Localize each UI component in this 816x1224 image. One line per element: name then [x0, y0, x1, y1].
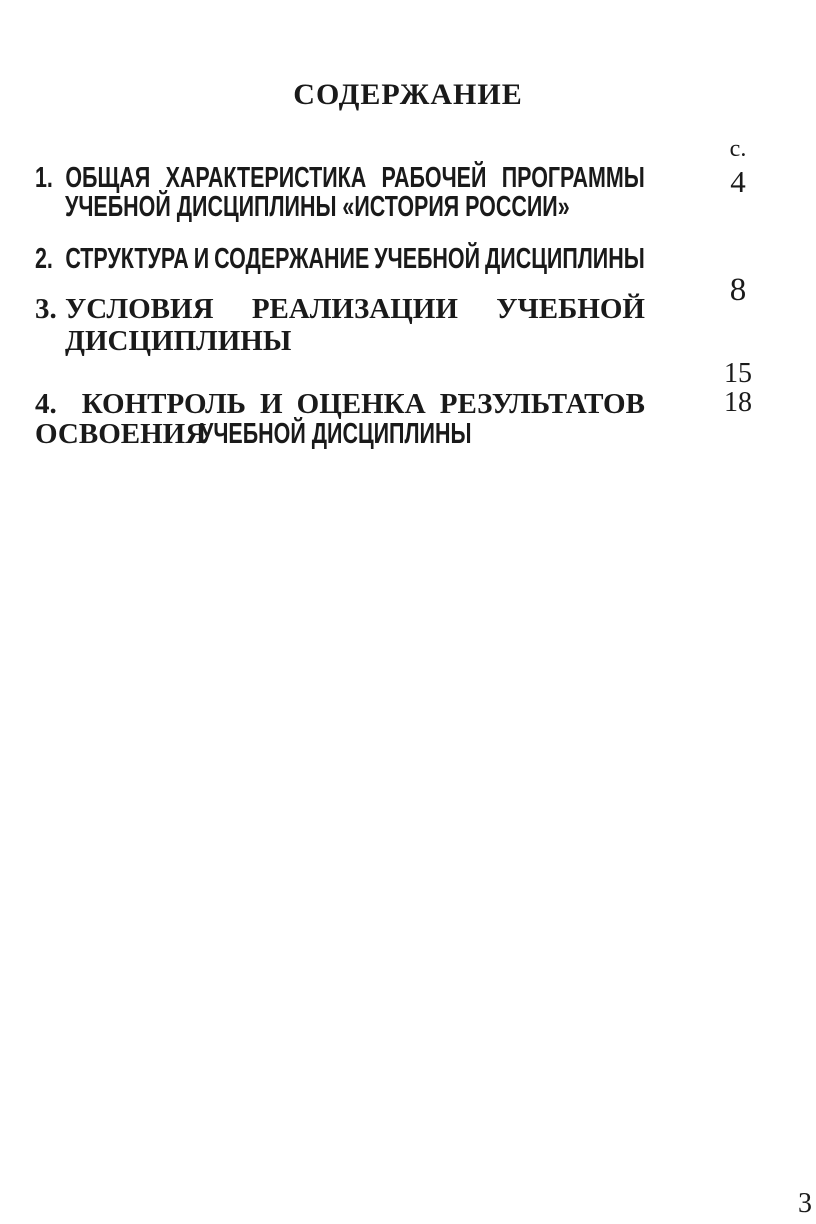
footer-page-number: 3	[798, 1188, 812, 1219]
toc-item-2-title-text	[65, 245, 644, 274]
toc-item-1-line-2	[65, 193, 645, 222]
toc-item-1-line-1	[35, 164, 645, 193]
word: СТРУКТУРА	[65, 243, 189, 275]
toc-item-4-number: 4.	[35, 388, 57, 420]
page-column-header: с.	[729, 136, 747, 162]
toc-item-4-title-text-serif-part: ОСВОЕНИЯ	[35, 418, 207, 450]
word: ДИСЦИПЛИНЫ	[485, 243, 645, 275]
word: И	[260, 388, 283, 420]
word: И	[193, 243, 210, 275]
word: УЧЕБНОЙ	[496, 293, 645, 325]
word: ХАРАКТЕРИСТИКА	[165, 162, 367, 194]
toc-item-2-number: 2.	[35, 243, 53, 275]
toc-item-1-row	[35, 164, 645, 193]
word: УЧЕБНОЙ	[374, 243, 481, 275]
toc-item-4-title-text	[82, 390, 645, 419]
word: КОНТРОЛЬ	[81, 388, 246, 420]
page-title: СОДЕРЖАНИЕ	[293, 78, 523, 111]
toc-item-1-number: 1.	[35, 162, 53, 194]
toc-item-2-row	[35, 245, 645, 274]
toc-item-2-line-1	[35, 245, 645, 274]
word: РАБОЧЕЙ	[381, 162, 487, 194]
toc-item-3-page-number: 15	[724, 358, 752, 389]
toc-item-3-title-text-continued: ДИСЦИПЛИНЫ	[65, 325, 292, 357]
toc-item-3-line-1	[35, 295, 645, 324]
toc-item-3-number: 3.	[35, 293, 57, 325]
toc-item-4-line-1	[35, 390, 645, 419]
toc-item-2-page-number: 8	[729, 272, 747, 308]
toc-item-1-page-number: 4	[730, 164, 746, 199]
word: ОБЩАЯ	[65, 162, 151, 194]
word: СОДЕРЖАНИЕ	[214, 243, 370, 275]
toc-item-3-title-text	[65, 295, 645, 324]
word: ОЦЕНКА	[296, 388, 426, 420]
toc-item-1-title-text	[65, 164, 644, 193]
toc-item-1-title-text-continued: УЧЕБНОЙ ДИСЦИПЛИНЫ «ИСТОРИЯ РОССИИ»	[65, 191, 570, 223]
toc-item-4-line-2-sans	[200, 420, 650, 449]
word: ПРОГРАММЫ	[501, 162, 645, 194]
toc-item-4-page-number: 18	[724, 387, 752, 418]
toc-item-3-line-2	[65, 327, 645, 356]
word: РЕЗУЛЬТАТОВ	[439, 388, 645, 420]
word: РЕАЛИЗАЦИИ	[251, 293, 458, 325]
word: УСЛОВИЯ	[65, 293, 214, 325]
toc-item-4-title-text-sans-part: УЧЕБНОЙ ДИСЦИПЛИНЫ	[200, 418, 472, 450]
